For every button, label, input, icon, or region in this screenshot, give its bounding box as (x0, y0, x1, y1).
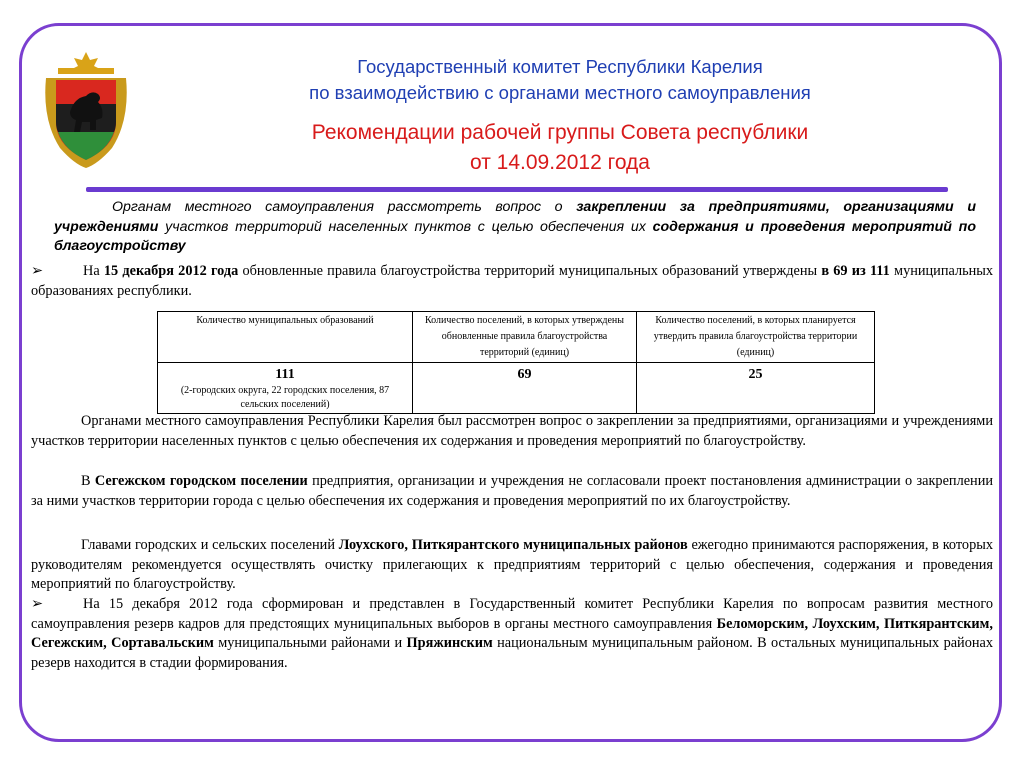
statistics-table (157, 311, 875, 414)
paragraph-text: муниципальными районами и (213, 635, 407, 652)
intro-text: Органам местного самоуправления рассмотреть вопрос о (112, 199, 577, 215)
table-header-row (158, 312, 875, 363)
paragraph-segezha (31, 472, 993, 511)
table-cell-planned: 25 (637, 363, 875, 414)
total-note: (2-городских округа, 22 городских поселения, 87 сельских поселений) (180, 385, 390, 410)
recommendation-title-line1: Рекомендации рабочей группы Совета республики (311, 121, 809, 144)
paragraph-text: Органами местного самоуправления Республики Карелия был рассмотрен вопрос о закреплении за предприятиями, организациями и учреждениями участков территории населенных пунктов с целью обеспечения их содержания и проведения мероприятий по благоустройству. (31, 413, 993, 449)
table-header-cell: Количество муниципальных образований (158, 312, 413, 363)
table-header-cell: Количество поселений, в которых утверждены обновленные правила благоустройства территорий (единиц) (413, 312, 637, 363)
paragraph-text: Главами городских и сельских поселений (81, 537, 339, 553)
bullet-arrow-icon: ➢ (31, 596, 43, 612)
table-row (158, 363, 875, 414)
paragraph-personnel-reserve (31, 595, 993, 673)
total-value: 111 (275, 367, 295, 382)
paragraph-bold: 15 декабря 2012 года (103, 263, 239, 279)
paragraph-bold: Беломорским, Лоухским, Питкярантским, Сегежским, Сортавальским (31, 615, 993, 652)
paragraph-text: предприятия, организации и учреждения не согласовали проект постановления администрации о закреплении за ними участков территории города с целью обеспечения их содержания и проведения мероприятий по их благоустройству. (31, 473, 993, 509)
paragraph-text: На 15 декабря 2012 года сформирован и представлен в Государственный комитет Республики Карелия по вопросам развития местного самоуправления резерв кадров для предстоящих муниципальных выборов в органы местного самоуправления (31, 596, 993, 632)
paragraph-bold: в 69 из 111 (821, 263, 890, 279)
bullet-arrow-icon: ➢ (31, 263, 43, 279)
paragraph-bold: Сегежском городском поселении (94, 473, 308, 489)
paragraph-bold: Лоухского, Питкярантского муниципальных районов (338, 537, 688, 553)
recommendation-title (200, 118, 920, 178)
table-cell-approved: 69 (413, 363, 637, 414)
paragraph-consideration (31, 412, 993, 451)
paragraph-adopted-rules (31, 262, 993, 301)
intro-paragraph (54, 198, 976, 257)
karelia-coat-of-arms-icon (40, 50, 132, 170)
table-header-cell: Количество поселений, в которых планируется утвердить правила благоустройства территории (единиц) (637, 312, 875, 363)
paragraph-bold: Пряжинским (406, 635, 493, 652)
committee-title-line1: Государственный комитет Республики Карелия (357, 56, 763, 77)
header-divider (86, 187, 948, 192)
paragraph-text: обновленные правила благоустройства территорий муниципальных образований утверждены (238, 263, 822, 279)
recommendation-title-line2: от 14.09.2012 года (470, 151, 650, 174)
intro-bold: закреплении за предприятиями, организациями и учреждениями (54, 199, 976, 235)
paragraph-text: ежегодно принимаются распоряжения, в которых руководителям рекомендуется осуществлять очистку прилегающих к предприятиям территорий с целью обеспечения, содержания и проведения мероприятий по благоустройству. (31, 537, 993, 593)
committee-title (200, 54, 920, 106)
table-cell-total (158, 363, 413, 414)
paragraph-text: В (81, 473, 95, 489)
intro-bold: содержания и проведения мероприятий по благоустройству (54, 218, 976, 254)
intro-text: участков территорий населенных пунктов с целью обеспечения их (158, 218, 653, 235)
paragraph-districts (31, 536, 993, 595)
committee-title-line2: по взаимодействию с органами местного самоуправления (309, 82, 811, 103)
paragraph-text: муниципальных образованиях республики. (31, 263, 994, 299)
paragraph-text: национальным муниципальным районом. В остальных муниципальных районах резерв находится в стадии формирования. (31, 635, 994, 671)
paragraph-text: На (83, 263, 104, 279)
